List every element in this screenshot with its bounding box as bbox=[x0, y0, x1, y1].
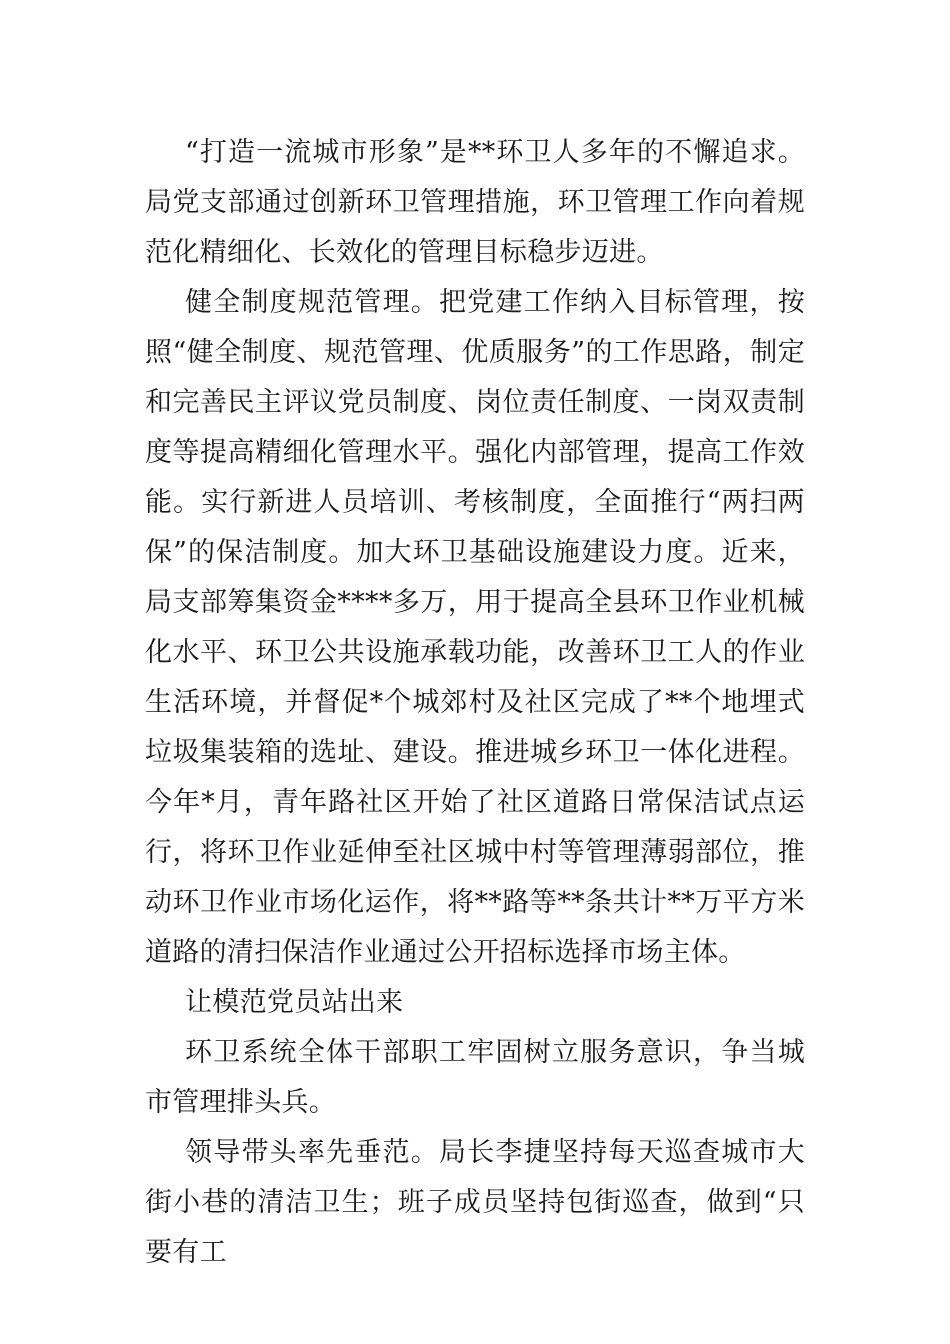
paragraph-intro: “打造一流城市形象”是**环卫人多年的不懈追求。局党支部通过创新环卫管理措施，环卫管理工作向着规范化精细化、长效化的管理目标稳步迈进。 bbox=[145, 137, 805, 268]
paragraph-system-management: 健全制度规范管理。把党建工作纳入目标管理，按照“健全制度、规范管理、优质服务”的工作思路，制定和完善民主评议党员制度、岗位责任制度、一岗双责制度等提高精细化管理水平。强化内部管理，提高工作效能。实行新进人员培训、考核制度，全面推行“两扫两保”的保洁制度。加大环卫基础设施建设力度。近来，局支部筹集资金****多万，用于提高全县环卫作业机械化水平、环卫公共设施承载功能，改善环卫工人的作业生活环境，并督促*个城郊村及社区完成了**个地埋式垃圾集装箱的选址、建设。推进城乡环卫一体化进程。今年*月，青年路社区开始了社区道路日常保洁试点运行，将环卫作业延伸至社区城中村等管理薄弱部位，推动环卫作业市场化运作，将**路等**条共计**万平方米道路的清扫保洁作业通过公开招标选择市场主体。 bbox=[145, 287, 805, 968]
document-body bbox=[145, 128, 805, 1278]
section-heading: 让模范党员站出来 bbox=[185, 987, 404, 1018]
paragraph-leadership: 领导带头率先垂范。局长李捷坚持每天巡查城市大街小巷的清洁卫生；班子成员坚持包街巡查，做到“只要有工 bbox=[145, 1137, 805, 1268]
paragraph-service-awareness: 环卫系统全体干部职工牢固树立服务意识，争当城市管理排头兵。 bbox=[145, 1037, 805, 1118]
